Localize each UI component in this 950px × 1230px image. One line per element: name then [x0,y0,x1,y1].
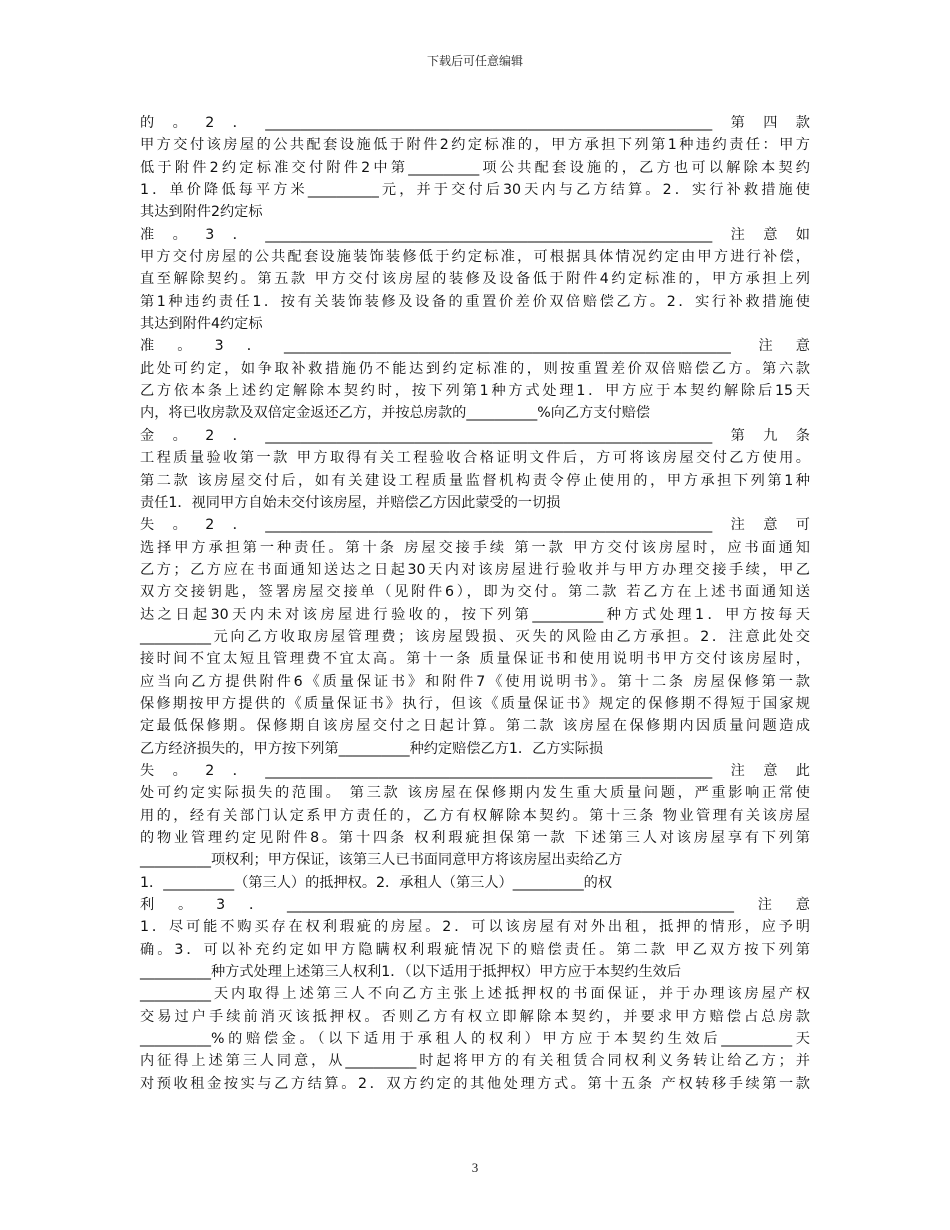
body-text-line: 乙方经济损失的，甲方按下列第__________种约定赔偿乙方1．乙方实际损 [140,740,604,757]
body-text-line: 甲方交付该房屋的公共配套设施低于附件2约定标准的，甲方承担下列第1种违约责任：甲方 [140,137,810,154]
page-number: 3 [471,1160,479,1175]
body-text-line: 的物业管理约定见附件8。第十四条 权利瑕疵担保第一款 下述第三人对该房屋享有下列第 [140,830,810,846]
body-text-line: 乙方依本条上述约定解除本契约时，按下列第1种方式处理1．甲方应于本契约解除后15天 [140,383,810,400]
body-text-line: 失。2．_______________________________________________________________注意可 [140,517,810,534]
body-text-line: 直至解除契约。第五款 甲方交付该房屋的装修及设备低于附件4约定标准的，甲方承担上列 [140,271,810,288]
body-text-line: 交易过户手续前消灭该抵押权。否则乙方有权立即解除本契约，并要求甲方赔偿占总房款 [140,1008,810,1025]
body-text-line: 应当向乙方提供附件6《质量保证书》和附件7《使用说明书》。第十二条 房屋保修第一款 [140,673,810,690]
body-text-line: 责任1．视同甲方自始未交付该房屋，并赔偿乙方因此蒙受的一切损 [140,494,561,511]
body-text-line: 乙方；乙方应在书面通知送达之日起30天内对该房屋进行验收并与甲方办理交接手续，甲乙 [140,561,810,578]
body-text-line: __________项权利；甲方保证，该第三人已书面同意甲方将该房屋出卖给乙方 [140,852,623,869]
body-text-line: 达之日起30天内未对该房屋进行验收的，按下列第__________种方式处理1．甲方按每天 [140,606,810,623]
body-text-line: 第1种违约责任1．按有关装饰装修及设备的重置价差价双倍赔偿乙方。2．实行补救措施使 [140,293,810,310]
body-text-line: 1．单价降低每平方米__________元，并于交付后30天内与乙方结算。2．实行补救措施使 [140,182,810,199]
document-body [140,112,810,1095]
body-text-line: __________%的赔偿金。（以下适用于承租人的权利）甲方应于本契约生效后__________天 [140,1031,810,1048]
body-text-line: 用的，经有关部门认定系甲方责任的，乙方有权解除本契约。第十三条 物业管理有关该房屋 [140,807,810,824]
body-text-line: 金。2．_______________________________________________________________第九条 [140,427,810,444]
body-text-line: 准。3．_______________________________________________________________注意如 [140,226,810,243]
body-text-line: 处可约定实际损失的范围。 第三款 该房屋在保修期内发生重大质量问题，严重影响正常使 [140,785,810,802]
body-text-line: 失。2．_______________________________________________________________注意此 [140,762,810,779]
body-text-line: 1．__________（第三人）的抵押权。2．承租人（第三人）__________的权 [140,874,613,891]
body-text-line: 确。3．可以补充约定如甲方隐瞒权利瑕疵情况下的赔偿责任。第二款 甲乙双方按下列第 [140,941,810,958]
body-text-line: 第二款 该房屋交付后，如有关建设工程质量监督机构责令停止使用的，甲方承担下列第1种 [140,472,810,489]
body-text-line: 对预收租金按实与乙方结算。2．双方约定的其他处理方式。第十五条 产权转移手续第一款 [140,1075,810,1092]
body-text-line: 此处可约定，如争取补救措施仍不能达到约定标准的，则按重置差价双倍赔偿乙方。第六款 [140,360,810,377]
body-text-line: 利。3．_______________________________________________________________注意 [140,897,810,914]
body-text-line: 1．尽可能不购买存在权利瑕疵的房屋。2．可以该房屋有对外出租，抵押的情形，应予明 [140,919,810,936]
body-text-line: __________天内取得上述第三人不向乙方主张上述抵押权的书面保证，并于办理该房屋产权 [140,986,810,1003]
body-text-line: 其达到附件4约定标 [140,316,263,333]
body-text-line: 选择甲方承担第一种责任。第十条 房屋交接手续 第一款 甲方交付该房屋时，应书面通知 [140,539,810,556]
body-text-line: 内，将已收房款及双倍定金返还乙方，并按总房款的__________%向乙方支付赔偿 [140,405,651,422]
body-text-line: 甲方交付房屋的公共配套设施装饰装修低于约定标准，可根据具体情况约定由甲方进行补偿， [140,249,810,266]
body-text-line: 接时间不宜太短且管理费不宜太高。第十一条 质量保证书和使用说明书甲方交付该房屋时， [140,651,810,668]
page-header-note: 下载后可任意编辑 [426,54,523,68]
body-text-line: 的。2．_______________________________________________________________第四款 [140,115,810,131]
body-text-line: 低于附件2约定标准交付附件2中第__________项公共配套设施的，乙方也可以解除本契约 [140,159,810,176]
body-text-line: 保修期按甲方提供的《质量保证书》执行，但该《质量保证书》规定的保修期不得短于国家规 [140,695,810,712]
body-text-line: 定最低保修期。保修期自该房屋交付之日起计算。第二款 该房屋在保修期内因质量问题造成 [140,718,810,735]
body-text-line: 内征得上述第三人同意，从__________时起将甲方的有关租赁合同权利义务转让给乙方；并 [140,1053,810,1070]
body-text-line: 准。3．_______________________________________________________________ 注意 [140,338,810,355]
body-text-line: 工程质量验收第一款 甲方取得有关工程验收合格证明文件后，方可将该房屋交付乙方使用。 [140,450,810,467]
body-text-line: 双方交接钥匙，签署房屋交接单（见附件6），即为交付。第二款 若乙方在上述书面通知送 [140,584,810,601]
body-text-line: 其达到附件2约定标 [140,204,263,221]
body-text-line: __________元向乙方收取房屋管理费；该房屋毁损、灭失的风险由乙方承担。2．注意此处交 [140,628,810,645]
body-text-line: __________种方式处理上述第三人权利1．（以下适用于抵押权）甲方应于本契约生效后 [140,964,682,981]
